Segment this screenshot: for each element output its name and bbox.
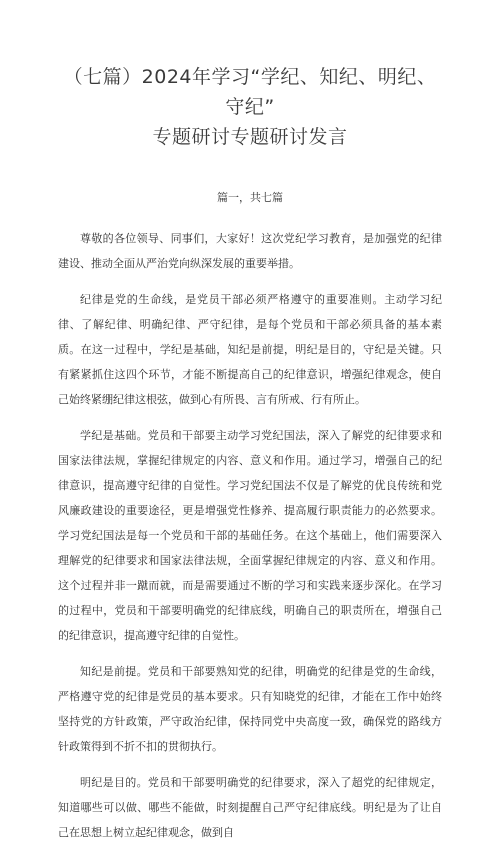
paragraph-discipline-lifeline: 纪律是党的生命线，是党员干部必须严格遵守的重要准则。主动学习纪律、了解纪律、明确纪律、严守纪律，是每个党员和干部必须具备的基本素质。在这一过程中，学纪是基础，知纪是前提，明纪是目的，守纪是关键。只有紧紧抓住这四个环节，才能不断提高自己的纪律意识，增强纪律观念，使自己始终紧绷纪律这根弦，做到心有所畏、言有所戒、行有所止。 <box>58 293 442 406</box>
paragraph-learn-discipline: 学纪是基础。党员和干部要主动学习党纪国法，深入了解党的纪律要求和国家法律法规，掌握纪律规定的内容、意义和作用。通过学习，增强自己的纪律意识，提高遵守纪律的自觉性。学习党纪国法不仅是了解党的优良传统和党风廉政建设的重要途径，更是增强党性修养、提高履行职责能力的必然要求。学习党纪国法是每一个党员和干部的基础任务。在这个基础上，他们需要深入理解党的纪律要求和国家法律法规，全面掌握纪律规定的内容、意义和作用。这个过程并非一蹴而就，而是需要通过不断的学习和实践来逐步深化。在学习的过程中，党员和干部要明确党的纪律底线，明确自己的职责所在，增强自己的纪律意识，提高遵守纪律的自觉性。 <box>58 429 442 642</box>
paragraph-greeting: 尊敬的各位领导、同事们，大家好！这次党纪学习教育，是加强党的纪律建设、推动全面从严治党向纵深发展的重要举措。 <box>58 232 442 270</box>
document-title <box>58 62 442 152</box>
part-label: 篇一，共七篇 <box>217 191 283 204</box>
title-line-1: （七篇）2024年学习“学纪、知纪、明纪、守纪” <box>63 66 437 118</box>
document-body <box>58 226 442 845</box>
paragraph-understand-discipline: 明纪是目的。党员和干部要明确党的纪律要求，深入了超党的纪律规定，知道哪些可以做、哪些不能做，时刻提醒自己严守纪律底线。明纪是为了让自己在思想上树立起纪律观念，做到自 <box>58 776 442 839</box>
title-line-2: 专题研讨专题研讨发言 <box>152 126 348 148</box>
paragraph-know-discipline: 知纪是前提。党员和干部要熟知党的纪律，明确党的纪律是党的生命线，严格遵守党的纪律是党员的基本要求。只有知晓党的纪律，才能在工作中始终坚持党的方针政策，严守政治纪律，保持同党中央高度一致，确保党的路线方针政策得到不折不扣的贯彻执行。 <box>58 665 442 753</box>
